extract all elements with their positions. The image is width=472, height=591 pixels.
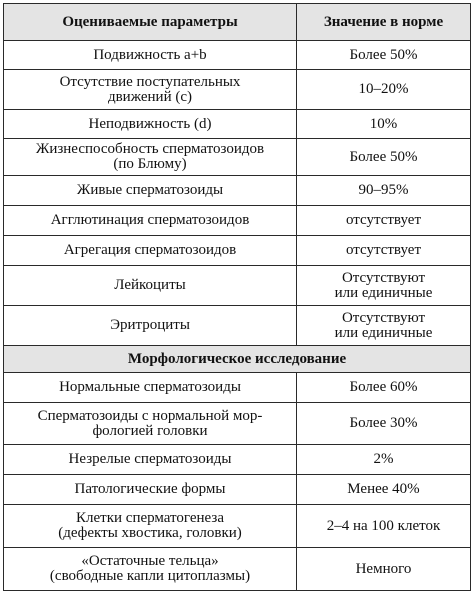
value-cell: Отсутствуют или единичные: [297, 306, 471, 346]
table-row: [4, 403, 471, 445]
param-cell: Сперматозоиды с нормальной мор- фологией головки: [4, 403, 297, 445]
table-row: [4, 236, 471, 266]
table-row: [4, 41, 471, 70]
table-row: [4, 139, 471, 176]
semen-analysis-norms-table: [3, 3, 471, 591]
table-row: [4, 373, 471, 403]
param-cell: Патологические формы: [4, 475, 297, 505]
header-param: Оцениваемые параметры: [4, 4, 297, 41]
param-cell: Живые сперматозоиды: [4, 176, 297, 206]
table-row: [4, 206, 471, 236]
param-cell: «Остаточные тельца» (свободные капли цитоплазмы): [4, 548, 297, 591]
value-cell: отсутствует: [297, 236, 471, 266]
table-row: [4, 445, 471, 475]
param-cell: Незрелые сперматозоиды: [4, 445, 297, 475]
table-row: [4, 176, 471, 206]
table-header-row: [4, 4, 471, 41]
param-cell: Лейкоциты: [4, 266, 297, 306]
param-cell: Эритроциты: [4, 306, 297, 346]
param-cell: Неподвижность (d): [4, 110, 297, 139]
value-cell: Более 50%: [297, 139, 471, 176]
table-row: [4, 475, 471, 505]
param-cell: Отсутствие поступательных движений (c): [4, 70, 297, 110]
section-header-row: [4, 346, 471, 373]
value-cell: 10%: [297, 110, 471, 139]
value-cell: отсутствует: [297, 206, 471, 236]
table-row: [4, 110, 471, 139]
value-cell: Более 30%: [297, 403, 471, 445]
value-cell: 2–4 на 100 клеток: [297, 505, 471, 548]
table-row: [4, 306, 471, 346]
value-cell: Немного: [297, 548, 471, 591]
param-cell: Клетки сперматогенеза (дефекты хвостика, головки): [4, 505, 297, 548]
table-row: [4, 548, 471, 591]
param-cell: Агглютинация сперматозоидов: [4, 206, 297, 236]
header-value: Значение в норме: [297, 4, 471, 41]
value-cell: Отсутствуют или единичные: [297, 266, 471, 306]
value-cell: 2%: [297, 445, 471, 475]
table-row: [4, 266, 471, 306]
value-cell: Более 50%: [297, 41, 471, 70]
table-row: [4, 505, 471, 548]
param-cell: Подвижность a+b: [4, 41, 297, 70]
value-cell: Менее 40%: [297, 475, 471, 505]
value-cell: Более 60%: [297, 373, 471, 403]
value-cell: 90–95%: [297, 176, 471, 206]
value-cell: 10–20%: [297, 70, 471, 110]
section-title: Морфологическое исследование: [4, 346, 471, 373]
table-row: [4, 70, 471, 110]
param-cell: Агрегация сперматозоидов: [4, 236, 297, 266]
param-cell: Нормальные сперматозоиды: [4, 373, 297, 403]
param-cell: Жизнеспособность сперматозоидов (по Блюму): [4, 139, 297, 176]
